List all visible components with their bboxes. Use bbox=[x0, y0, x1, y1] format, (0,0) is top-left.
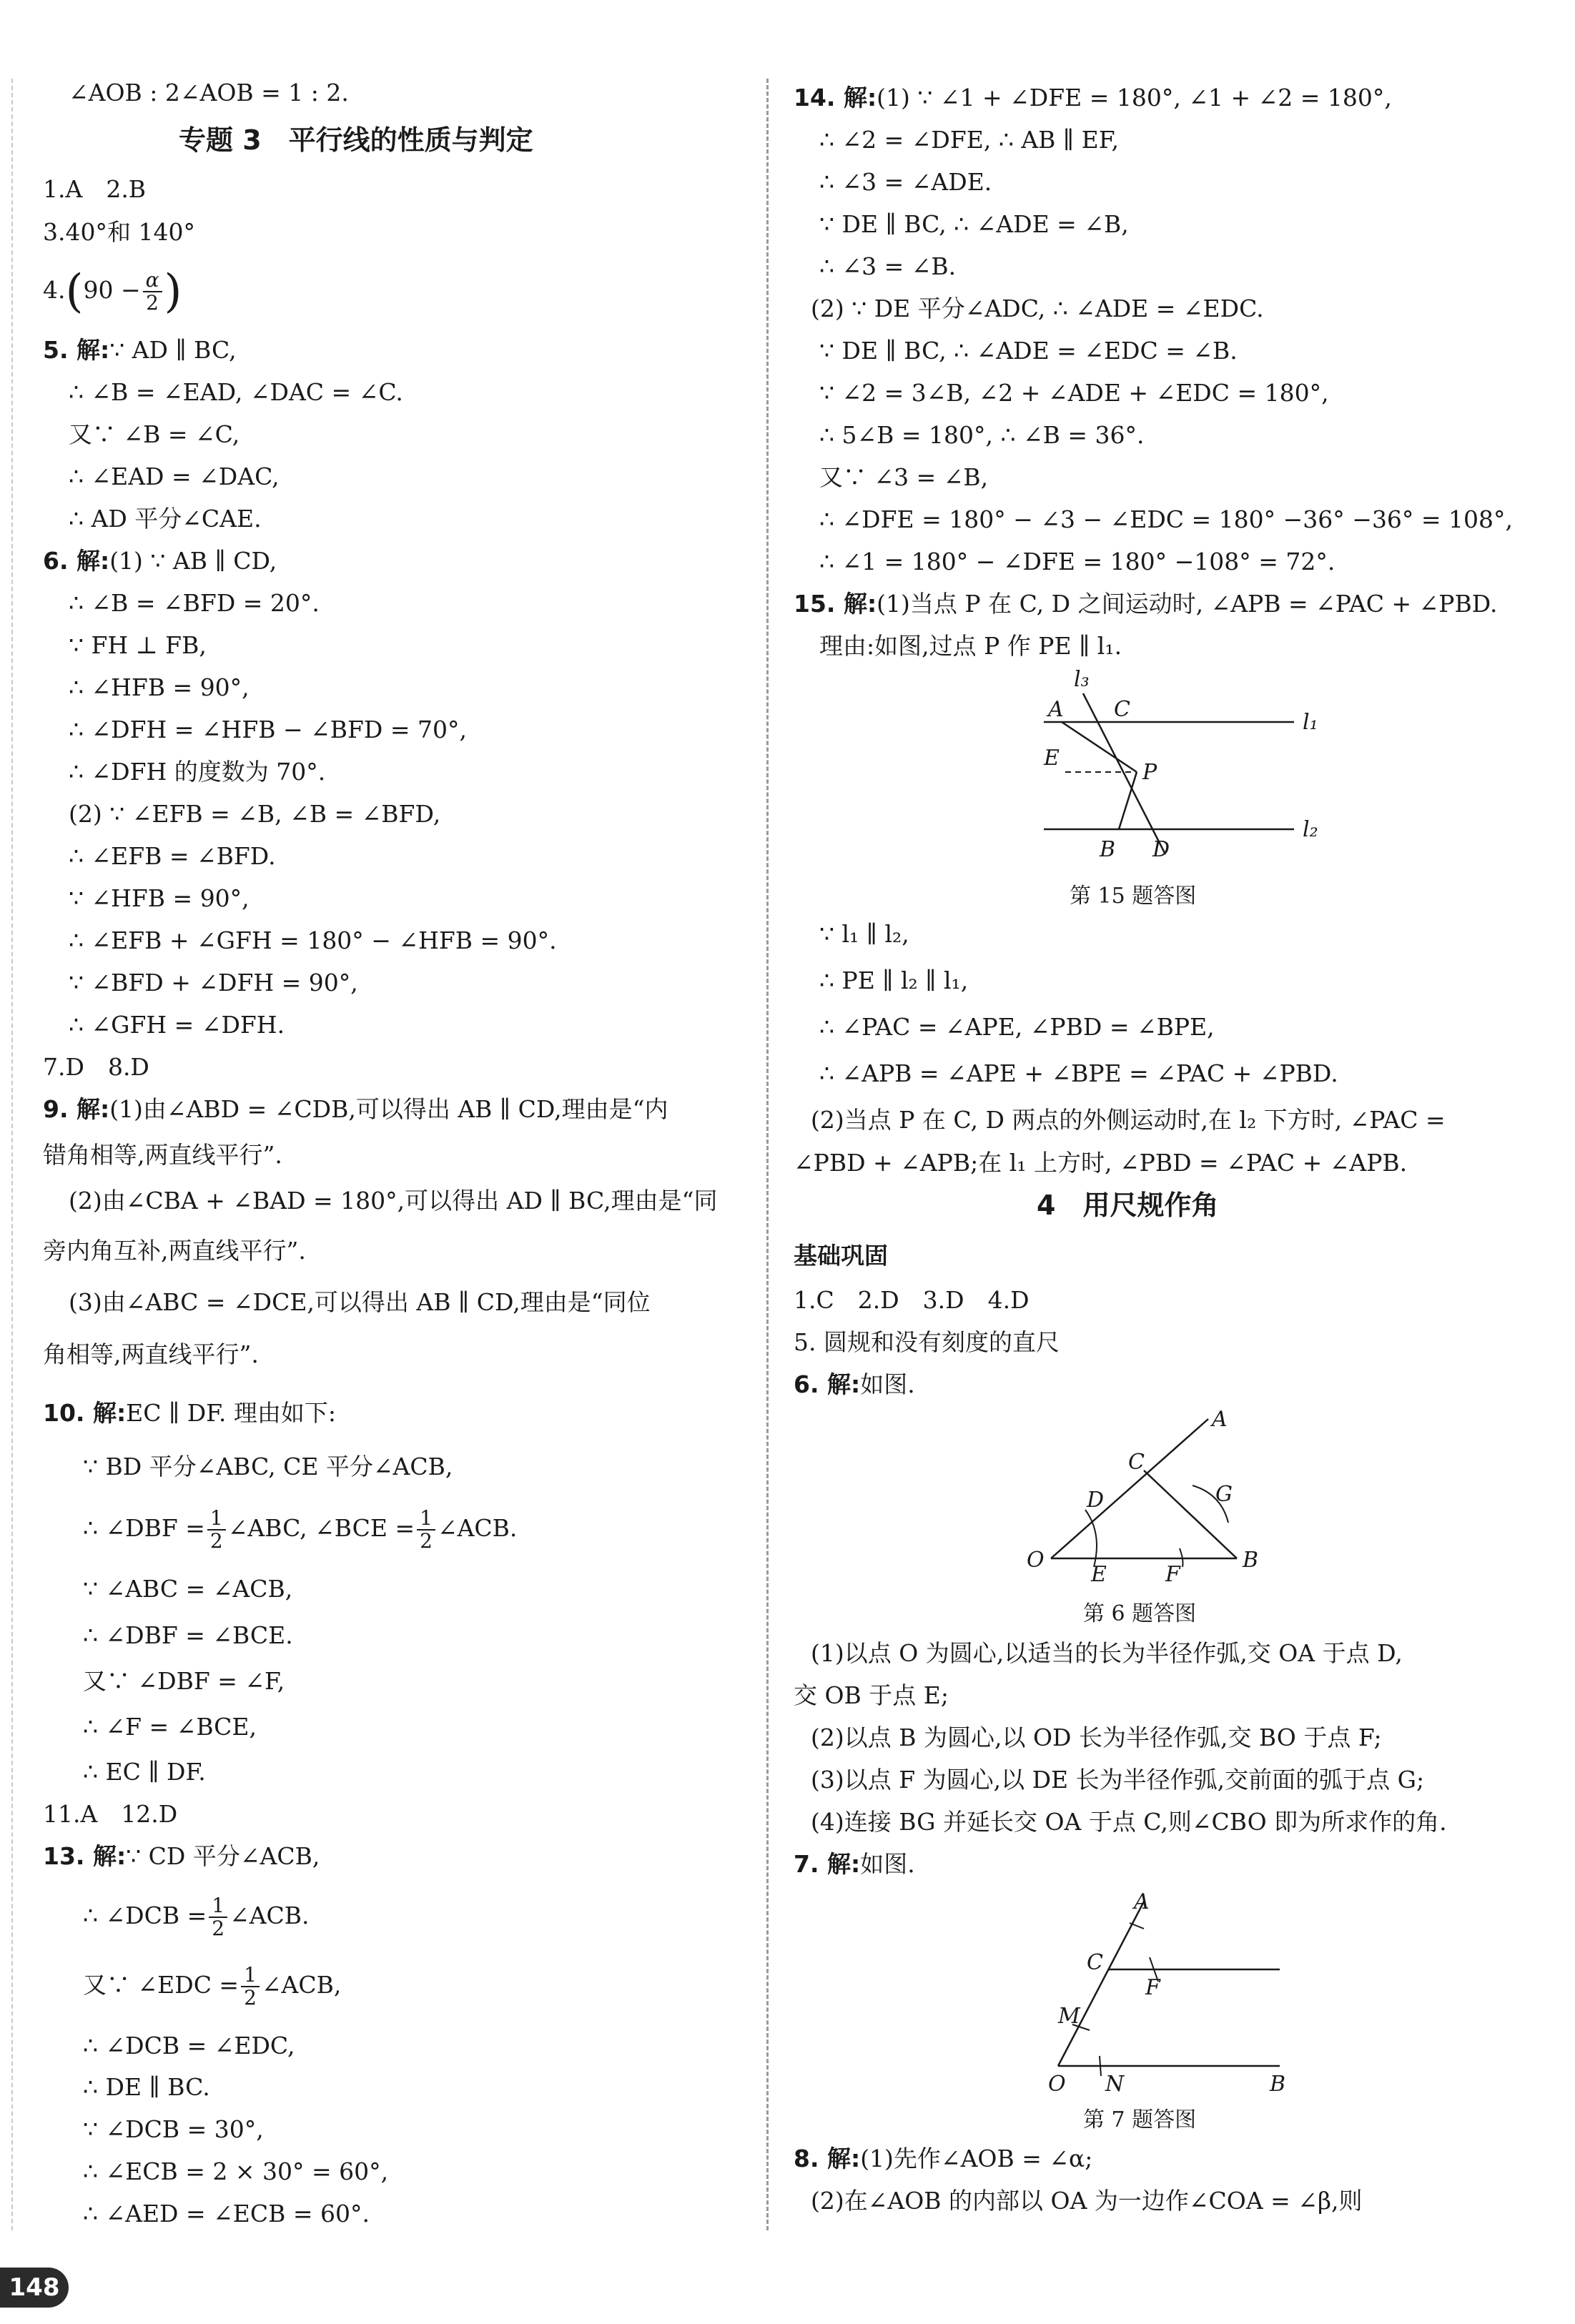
label-G: G bbox=[1215, 1482, 1233, 1507]
q10-line: ∴ ∠DBF = $\frac{1}{2}$ ∠ABC, ∠BCE = $\frac{1}{2}$ ∠ACB. bbox=[83, 1506, 518, 1553]
q14-line: ∵ DE ∥ BC, ∴ ∠ADE = ∠EDC = ∠B. bbox=[819, 337, 1238, 365]
q14-line: 14. 解:(1) ∵ ∠1 + ∠DFE = 180°, ∠1 + ∠2 = 180°, bbox=[794, 84, 1392, 112]
q10-line: ∴ EC ∥ DF. bbox=[83, 1758, 206, 1786]
answer-line: 5. 圆规和没有刻度的直尺 bbox=[794, 1328, 1060, 1356]
label-F: F bbox=[1165, 1562, 1180, 1587]
q10-line: 又∵ ∠DBF = ∠F, bbox=[83, 1667, 285, 1695]
label-N: N bbox=[1105, 2072, 1125, 2095]
q15-line: 理由:如图,过点 P 作 PE ∥ l₁. bbox=[819, 632, 1122, 660]
answer-line-4: 4.(90 − $\frac{\alpha}{2}$ ) bbox=[43, 265, 182, 318]
b8-line: (2)在∠AOB 的内部以 OA 为一边作∠COA = ∠β,则 bbox=[811, 2187, 1363, 2215]
section-title: 专题 3 平行线的性质与判定 bbox=[179, 124, 533, 156]
label-A: A bbox=[1048, 697, 1064, 722]
q15-line: ∴ PE ∥ l₂ ∥ l₁, bbox=[819, 966, 969, 994]
q6-line: ∴ ∠DFH 的度数为 70°. bbox=[69, 758, 326, 786]
q9-line: 旁内角互补,两直线平行”. bbox=[43, 1237, 306, 1265]
edge-margin-line bbox=[11, 79, 13, 2230]
q9-line: (3)由∠ABC = ∠DCE,可以得出 AB ∥ CD,理由是“同位 bbox=[69, 1288, 651, 1316]
q10-line: ∴ ∠DBF = ∠BCE. bbox=[83, 1621, 293, 1649]
tick-N bbox=[1100, 2056, 1101, 2076]
label-A: A bbox=[1212, 1408, 1228, 1432]
figure-7 bbox=[1037, 1887, 1337, 2095]
label-B: B bbox=[1100, 837, 1116, 862]
answer-line: 1.C 2.D 3.D 4.D bbox=[794, 1286, 1030, 1314]
segment-AP bbox=[1062, 722, 1137, 772]
answer-line: 3.40°和 140° bbox=[43, 218, 195, 246]
q9-line: 角相等,两直线平行”. bbox=[43, 1340, 259, 1368]
label-A: A bbox=[1134, 1889, 1150, 1914]
q14-line: ∴ ∠3 = ∠ADE. bbox=[819, 168, 992, 196]
label-F: F bbox=[1145, 1975, 1160, 2000]
q10-line: ∵ ∠ABC = ∠ACB, bbox=[83, 1575, 293, 1603]
q13-line: ∴ ∠ECB = 2 × 30° = 60°, bbox=[83, 2157, 389, 2185]
label-D: D bbox=[1152, 837, 1170, 862]
q10-line: ∴ ∠F = ∠BCE, bbox=[83, 1713, 257, 1741]
q10-line: 10. 解:EC ∥ DF. 理由如下: bbox=[43, 1399, 337, 1427]
section-4-title: 4 用尺规作角 bbox=[1037, 1190, 1219, 1221]
answer-line: 11.A 12.D bbox=[43, 1800, 178, 1828]
figure-7-caption: 第 7 题答图 bbox=[1083, 2107, 1197, 2132]
q5-line: ∴ ∠EAD = ∠DAC, bbox=[69, 463, 280, 490]
label-E: E bbox=[1091, 1562, 1107, 1587]
label-E: E bbox=[1044, 746, 1060, 771]
q10-line: ∵ BD 平分∠ABC, CE 平分∠ACB, bbox=[83, 1453, 453, 1480]
label-l1: l₁ bbox=[1303, 710, 1318, 735]
b6-line: (1)以点 O 为圆心,以适当的长为半径作弧,交 OA 于点 D, bbox=[811, 1639, 1403, 1667]
q13-line: ∴ DE ∥ BC. bbox=[83, 2073, 210, 2101]
figure-6-caption: 第 6 题答图 bbox=[1083, 1601, 1197, 1626]
q6-line: 6. 解:(1) ∵ AB ∥ CD, bbox=[43, 547, 277, 575]
label-O: O bbox=[1048, 2072, 1066, 2095]
figure-15-caption: 第 15 题答图 bbox=[1070, 884, 1197, 909]
figure-15 bbox=[1030, 665, 1358, 865]
q6-line: ∵ ∠BFD + ∠DFH = 90°, bbox=[69, 969, 358, 997]
label-O: O bbox=[1027, 1548, 1045, 1573]
carry-over-line: ∠AOB : 2∠AOB = 1 : 2. bbox=[69, 79, 349, 107]
q14-line: ∴ 5∠B = 180°, ∴ ∠B = 36°. bbox=[819, 421, 1145, 449]
q9-line: 9. 解:(1)由∠ABD = ∠CDB,可以得出 AB ∥ CD,理由是“内 bbox=[43, 1095, 668, 1123]
label-l2: l₂ bbox=[1303, 817, 1318, 842]
b6-line: (2)以点 B 为圆心,以 OD 长为半径作弧,交 BO 于点 F; bbox=[811, 1724, 1382, 1751]
label-B: B bbox=[1243, 1548, 1259, 1573]
label-P: P bbox=[1142, 760, 1157, 785]
column-divider bbox=[766, 79, 769, 2230]
b8-line: 8. 解:(1)先作∠AOB = ∠α; bbox=[794, 2145, 1093, 2172]
b7-line: 7. 解:如图. bbox=[794, 1850, 915, 1878]
q15-line: ∴ ∠PAC = ∠APE, ∠PBD = ∠BPE, bbox=[819, 1013, 1215, 1041]
q15-line: (2)当点 P 在 C, D 两点的外侧运动时,在 l₂ 下方时, ∠PAC = bbox=[811, 1106, 1446, 1134]
figure-6 bbox=[1022, 1408, 1351, 1587]
q6-line: (2) ∵ ∠EFB = ∠B, ∠B = ∠BFD, bbox=[69, 800, 441, 828]
q5-line: 又∵ ∠B = ∠C, bbox=[69, 420, 240, 448]
label-l3: l₃ bbox=[1074, 667, 1090, 692]
b6-line: 6. 解:如图. bbox=[794, 1370, 915, 1398]
q14-line: (2) ∵ DE 平分∠ADC, ∴ ∠ADE = ∠EDC. bbox=[811, 295, 1264, 322]
b6-line: 交 OB 于点 E; bbox=[794, 1681, 949, 1709]
label-C: C bbox=[1114, 697, 1130, 722]
q6-line: ∴ ∠EFB = ∠BFD. bbox=[69, 842, 276, 870]
q6-line: ∴ ∠EFB + ∠GFH = 180° − ∠HFB = 90°. bbox=[69, 926, 557, 954]
label-D: D bbox=[1087, 1488, 1105, 1513]
subsection-title: 基础巩固 bbox=[794, 1242, 888, 1270]
q6-line: ∴ ∠B = ∠BFD = 20°. bbox=[69, 589, 320, 617]
q14-line: ∵ DE ∥ BC, ∴ ∠ADE = ∠B, bbox=[819, 210, 1129, 238]
q13-line: ∵ ∠DCB = 30°, bbox=[83, 2115, 264, 2143]
q14-line: 又∵ ∠3 = ∠B, bbox=[819, 463, 989, 491]
ray-OA bbox=[1051, 1419, 1208, 1558]
q9-line: 错角相等,两直线平行”. bbox=[43, 1141, 282, 1169]
q13-line: ∴ ∠DCB = $\frac{1}{2}$ ∠ACB. bbox=[83, 1894, 310, 1940]
ray-OA bbox=[1058, 1902, 1144, 2066]
q14-line: ∴ ∠1 = 180° − ∠DFE = 180° −108° = 72°. bbox=[819, 548, 1335, 575]
b6-line: (4)连接 BG 并延长交 OA 于点 C,则∠CBO 即为所求作的角. bbox=[811, 1808, 1447, 1836]
q5-line: ∴ ∠B = ∠EAD, ∠DAC = ∠C. bbox=[69, 378, 403, 406]
q14-line: ∴ ∠DFE = 180° − ∠3 − ∠EDC = 180° −36° −36° = 108°, bbox=[819, 505, 1514, 533]
b6-line: (3)以点 F 为圆心,以 DE 长为半径作弧,交前面的弧于点 G; bbox=[811, 1766, 1425, 1794]
answer-line: 1.A 2.B bbox=[43, 175, 147, 203]
q15-line: ∠PBD + ∠APB;在 l₁ 上方时, ∠PBD = ∠PAC + ∠APB. bbox=[794, 1149, 1408, 1177]
q6-line: ∵ FH ⊥ FB, bbox=[69, 631, 207, 659]
q14-line: ∴ ∠2 = ∠DFE, ∴ AB ∥ EF, bbox=[819, 126, 1119, 154]
q6-line: ∵ ∠HFB = 90°, bbox=[69, 884, 250, 912]
q13-line: 13. 解:∵ CD 平分∠ACB, bbox=[43, 1842, 320, 1870]
q13-line: 又∵ ∠EDC = $\frac{1}{2}$ ∠ACB, bbox=[83, 1963, 342, 2009]
page-number-badge: 148 bbox=[0, 2268, 69, 2308]
label-C: C bbox=[1087, 1950, 1103, 1975]
label-M: M bbox=[1058, 2004, 1080, 2029]
q13-line: ∴ ∠AED = ∠ECB = 60°. bbox=[83, 2200, 370, 2227]
q15-line: 15. 解:(1)当点 P 在 C, D 之间运动时, ∠APB = ∠PAC + ∠PBD. bbox=[794, 590, 1498, 618]
q9-line: (2)由∠CBA + ∠BAD = 180°,可以得出 AD ∥ BC,理由是“同 bbox=[69, 1187, 718, 1215]
q14-line: ∵ ∠2 = 3∠B, ∠2 + ∠ADE + ∠EDC = 180°, bbox=[819, 379, 1329, 407]
q15-line: ∵ l₁ ∥ l₂, bbox=[819, 920, 909, 948]
q5-line: ∴ AD 平分∠CAE. bbox=[69, 505, 262, 533]
q5-line: 5. 解:∵ AD ∥ BC, bbox=[43, 336, 237, 364]
q14-line: ∴ ∠3 = ∠B. bbox=[819, 252, 957, 280]
label-C: C bbox=[1128, 1450, 1145, 1475]
label-B: B bbox=[1270, 2072, 1286, 2095]
answer-line: 7.D 8.D bbox=[43, 1053, 149, 1081]
q6-line: ∴ ∠GFH = ∠DFH. bbox=[69, 1011, 285, 1039]
q6-line: ∴ ∠DFH = ∠HFB − ∠BFD = 70°, bbox=[69, 716, 467, 743]
q6-line: ∴ ∠HFB = 90°, bbox=[69, 673, 250, 701]
q13-line: ∴ ∠DCB = ∠EDC, bbox=[83, 2032, 295, 2060]
q15-line: ∴ ∠APB = ∠APE + ∠BPE = ∠PAC + ∠PBD. bbox=[819, 1059, 1338, 1087]
